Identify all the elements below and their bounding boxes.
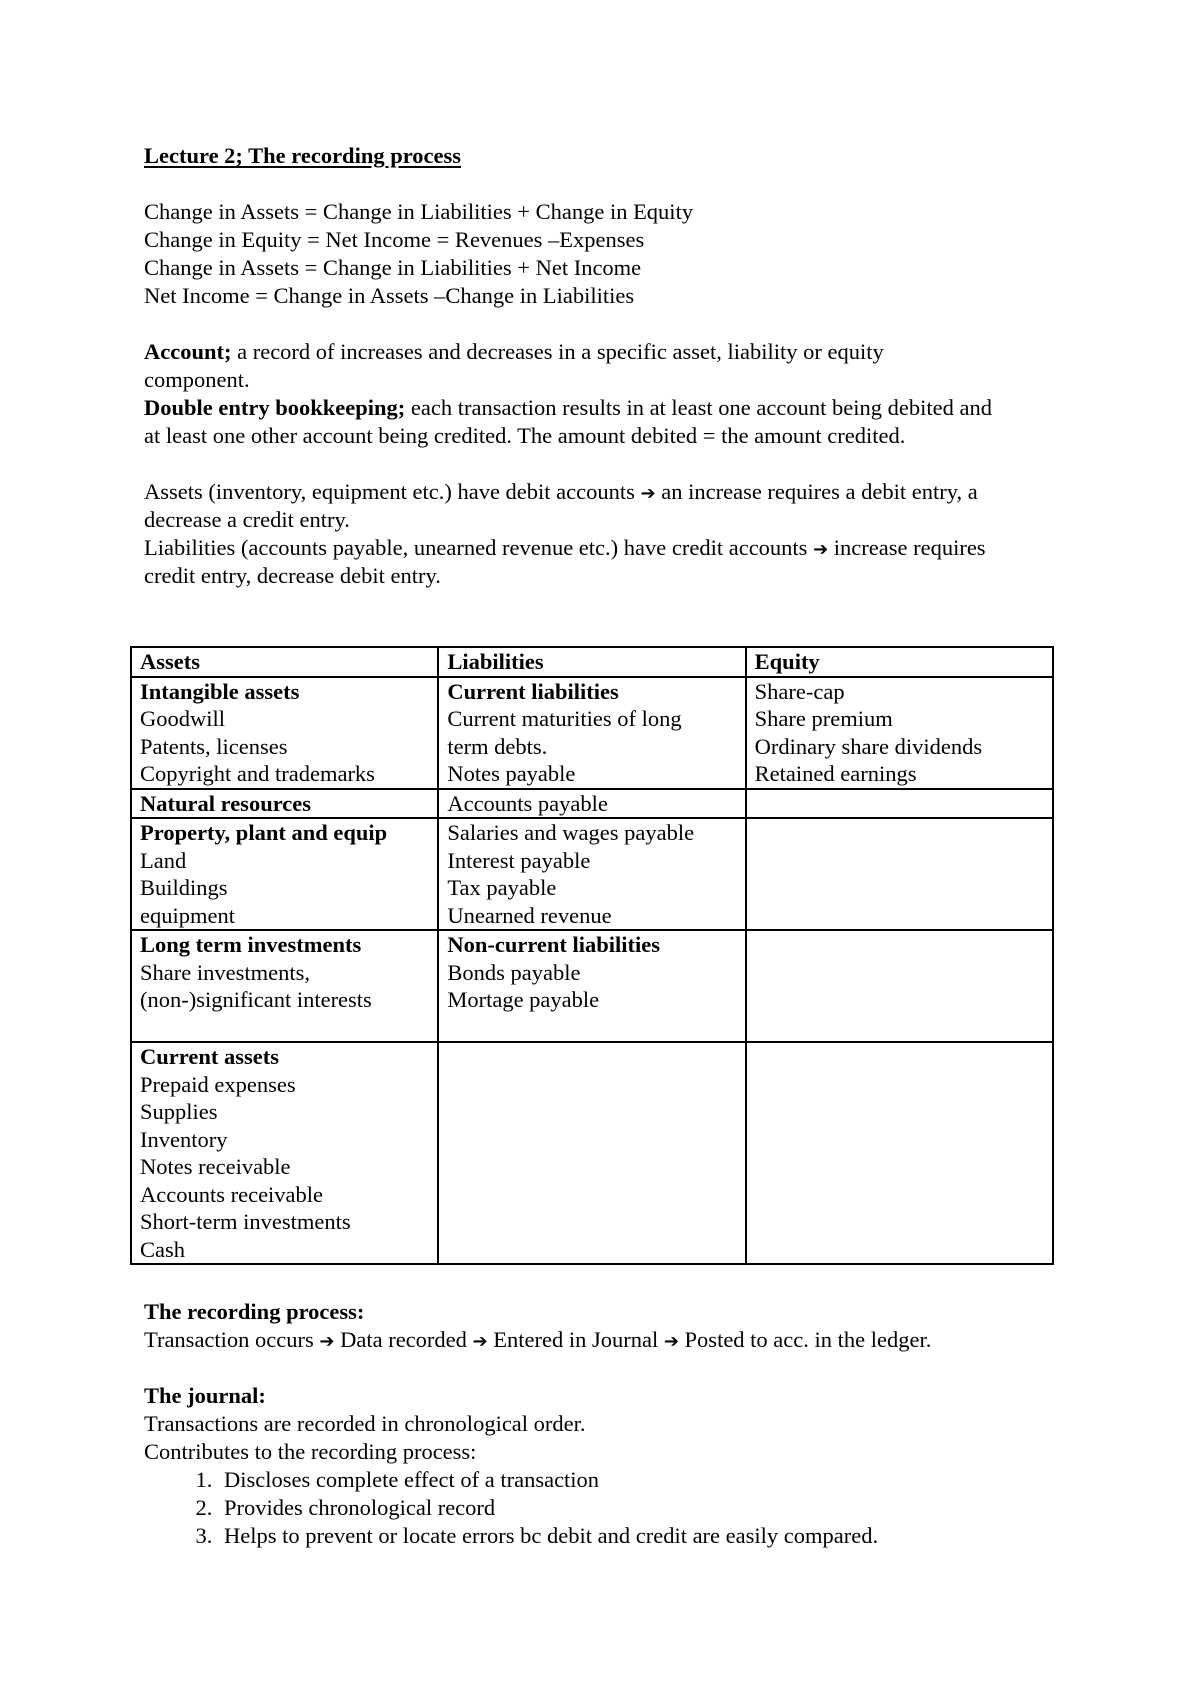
cell-line: Tax payable [447,875,557,900]
list-item: 2. Provides chronological record [218,1494,1064,1522]
cell-heading: Current assets [140,1044,279,1069]
spacer [144,1354,1064,1382]
cell-line: Current maturities of long [447,706,682,731]
cell-heading: Current liabilities [447,678,619,704]
table-cell [438,789,745,819]
table-row [131,789,1053,819]
assets-note-text: an increase requires a debit entry, a [655,479,978,504]
cell-line: Interest payable [447,847,591,873]
account-definition [144,338,1064,366]
column-header-liabilities: Liabilities [438,647,745,677]
accounts-table [130,646,1054,1265]
arrow-right-icon: ➔ [663,1331,679,1352]
double-entry-term: Double entry bookkeeping; [144,395,406,420]
table-cell [131,1042,438,1264]
cell-line: Supplies [140,1099,218,1124]
cell-line: term debts. [447,733,548,759]
column-header-assets: Assets [131,647,438,677]
equation-line: Change in Equity = Net Income = Revenues –Expenses [144,227,645,252]
spacer [144,170,1064,198]
cell-line: Notes receivable [140,1154,291,1179]
double-entry-definition-cont: at least one other account being credited. The amount debited = the amount credited. [144,423,906,448]
liabilities-note [144,534,1064,562]
cell-line: Bonds payable [447,959,581,985]
cell-line: Share-cap [754,678,845,704]
table-cell [746,677,1053,789]
table-row [131,677,1053,789]
arrow-right-icon: ➔ [640,483,656,504]
arrow-right-icon: ➔ [813,539,829,560]
recording-step: Data recorded [334,1327,473,1352]
cell-line: Accounts receivable [140,1181,324,1207]
cell-line: Salaries and wages payable [447,820,695,845]
table-cell [438,677,745,789]
liabilities-note-text: Liabilities (accounts payable, unearned revenue etc.) have credit accounts [144,535,814,560]
table-header-row [131,647,1053,677]
table-cell [438,818,745,930]
arrow-right-icon: ➔ [319,1331,335,1352]
table-cell [746,930,1053,1042]
cell-line: Buildings [140,875,228,900]
document-page [144,142,1064,590]
recording-step: Posted to acc. in the ledger. [678,1327,932,1352]
cell-line: Cash [140,1236,185,1262]
assets-note-cont: decrease a credit entry. [144,507,350,532]
account-definition-cont: component. [144,367,250,392]
table-cell [746,1042,1053,1264]
cell-line: Goodwill [140,706,226,731]
recording-heading: The recording process: [144,1299,365,1324]
equation-line: Change in Assets = Change in Liabilities + Change in Equity [144,199,694,224]
page-title: Lecture 2; The recording process [144,143,462,168]
table-cell [438,930,745,1042]
recording-steps [144,1326,1064,1354]
spacer [144,450,1064,478]
cell-line: Copyright and trademarks [140,761,375,786]
column-header-equity: Equity [746,647,1053,677]
cell-line: Notes payable [447,761,576,786]
cell-line: (non-)significant interests [140,987,372,1012]
table-cell [131,818,438,930]
cell-heading: Property, plant and equip [140,820,388,845]
table-row [131,1042,1053,1264]
table-cell [746,789,1053,819]
cell-heading: Non-current liabilities [447,932,661,957]
table-cell [131,789,438,819]
cell-line: Land [140,847,187,873]
account-text: a record of increases and decreases in a specific asset, liability or equity [231,339,884,364]
cell-line: Unearned revenue [447,902,612,928]
cell-line: Retained earnings [754,761,917,786]
equation-line: Change in Assets = Change in Liabilities + Net Income [144,255,642,280]
double-entry-text: each transaction results in at least one account being debited and [405,395,992,420]
table-cell [131,930,438,1042]
list-item: 1. Discloses complete effect of a transaction [218,1466,1064,1494]
cell-heading: Intangible assets [140,678,300,704]
list-item: 3. Helps to prevent or locate errors bc debit and credit are easily compared. [218,1522,1064,1550]
liabilities-note-text: increase requires [828,535,986,560]
table-row [131,930,1053,1042]
table-cell [438,1042,745,1264]
cell-line: Prepaid expenses [140,1071,296,1097]
journal-heading: The journal: [144,1383,266,1408]
table-row [131,818,1053,930]
assets-note-text: Assets (inventory, equipment etc.) have debit accounts [144,479,641,504]
double-entry-definition [144,394,1064,422]
table-cell [746,818,1053,930]
recording-step: Transaction occurs [144,1327,320,1352]
liabilities-note-cont: credit entry, decrease debit entry. [144,563,441,588]
assets-note [144,478,1064,506]
cell-line: Short-term investments [140,1209,351,1234]
journal-line: Transactions are recorded in chronological order. [144,1411,586,1436]
cell-line: Patents, licenses [140,733,288,759]
cell-line: Share premium [754,706,893,731]
table-cell [131,677,438,789]
cell-line: Mortage payable [447,987,600,1012]
cell-line: Share investments, [140,959,310,985]
cell-heading: Natural resources [140,790,312,816]
cell-line: Ordinary share dividends [754,733,983,759]
cell-line: Inventory [140,1126,228,1152]
arrow-right-icon: ➔ [472,1331,488,1352]
document-page-lower [144,1298,1064,1550]
account-term: Account; [144,339,232,364]
journal-list [144,1466,1064,1550]
cell-line: Accounts payable [447,790,608,816]
equation-line: Net Income = Change in Assets –Change in Liabilities [144,283,635,308]
spacer [144,310,1064,338]
recording-step: Entered in Journal [487,1327,664,1352]
cell-heading: Long term investments [140,932,362,957]
journal-line: Contributes to the recording process: [144,1439,477,1464]
cell-line: equipment [140,902,235,928]
